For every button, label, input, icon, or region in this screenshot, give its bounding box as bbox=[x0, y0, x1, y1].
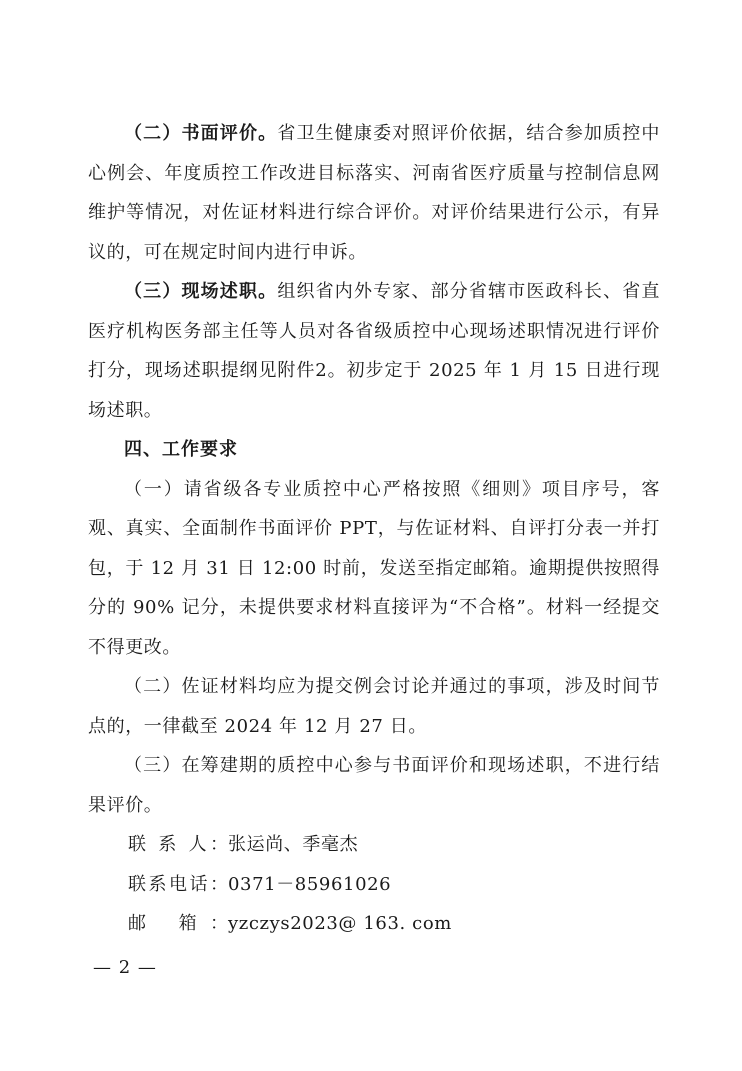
contact-phone bbox=[88, 865, 660, 905]
requirement-1: （一）请省级各专业质控中心严格按照《细则》项目序号，客观、真实、全面制作书面评价 PPT，与佐证材料、自评打分表一并打包，于 12 月 31 日 12:00 时前，发送至指定邮箱。逾期提供按照得分的 90% 记分，未提供要求材料直接评为“不合格”。材料一经提交不得更改。 bbox=[88, 478, 660, 658]
contact-email-label: 邮 箱： bbox=[128, 913, 228, 934]
page-number: — 2 — bbox=[93, 957, 157, 978]
contact-person bbox=[88, 825, 660, 865]
contact-person-value: 张运尚、季毫杰 bbox=[228, 834, 359, 855]
contact-email bbox=[88, 904, 660, 944]
section-heading: 四、工作要求 bbox=[124, 439, 238, 460]
paragraph-lead: （二）书面评价。 bbox=[124, 123, 278, 144]
paragraph-lead: （三）现场述职。 bbox=[124, 281, 278, 302]
contact-phone-label: 联系电话： bbox=[128, 873, 228, 895]
contact-phone-value: 0371－85961026 bbox=[228, 873, 392, 895]
requirement-3: （三）在筹建期的质控中心参与书面评价和现场述职，不进行结果评价。 bbox=[88, 755, 660, 816]
document-body bbox=[88, 114, 660, 944]
paragraph-text: 省卫生健康委对照评价依据，结合参加质控中心例会、年度质控工作改进目标落实、河南省医疗质量与控制信息网维护等情况，对佐证材料进行综合评价。对评价结果进行公示，有异议的，可在规定时间内进行申诉。 bbox=[88, 123, 660, 263]
contact-email-value: yzczys2023@ 163. com bbox=[228, 913, 452, 934]
contact-person-label: 联 系 人： bbox=[128, 834, 228, 855]
paragraph-text: 组织省内外专家、部分省辖市医政科长、省直医疗机构医务部主任等人员对各省级质控中心现场述职情况进行评价打分，现场述职提纲见附件2。初步定于 2025 年 1 月 15 日进行现场述职。 bbox=[88, 281, 660, 421]
paragraph-onsite-report bbox=[88, 272, 660, 430]
paragraph-written-evaluation bbox=[88, 114, 660, 272]
requirement-2: （二）佐证材料均应为提交例会讨论并通过的事项，涉及时间节点的，一律截至 2024 年 12 月 27 日。 bbox=[88, 676, 660, 737]
